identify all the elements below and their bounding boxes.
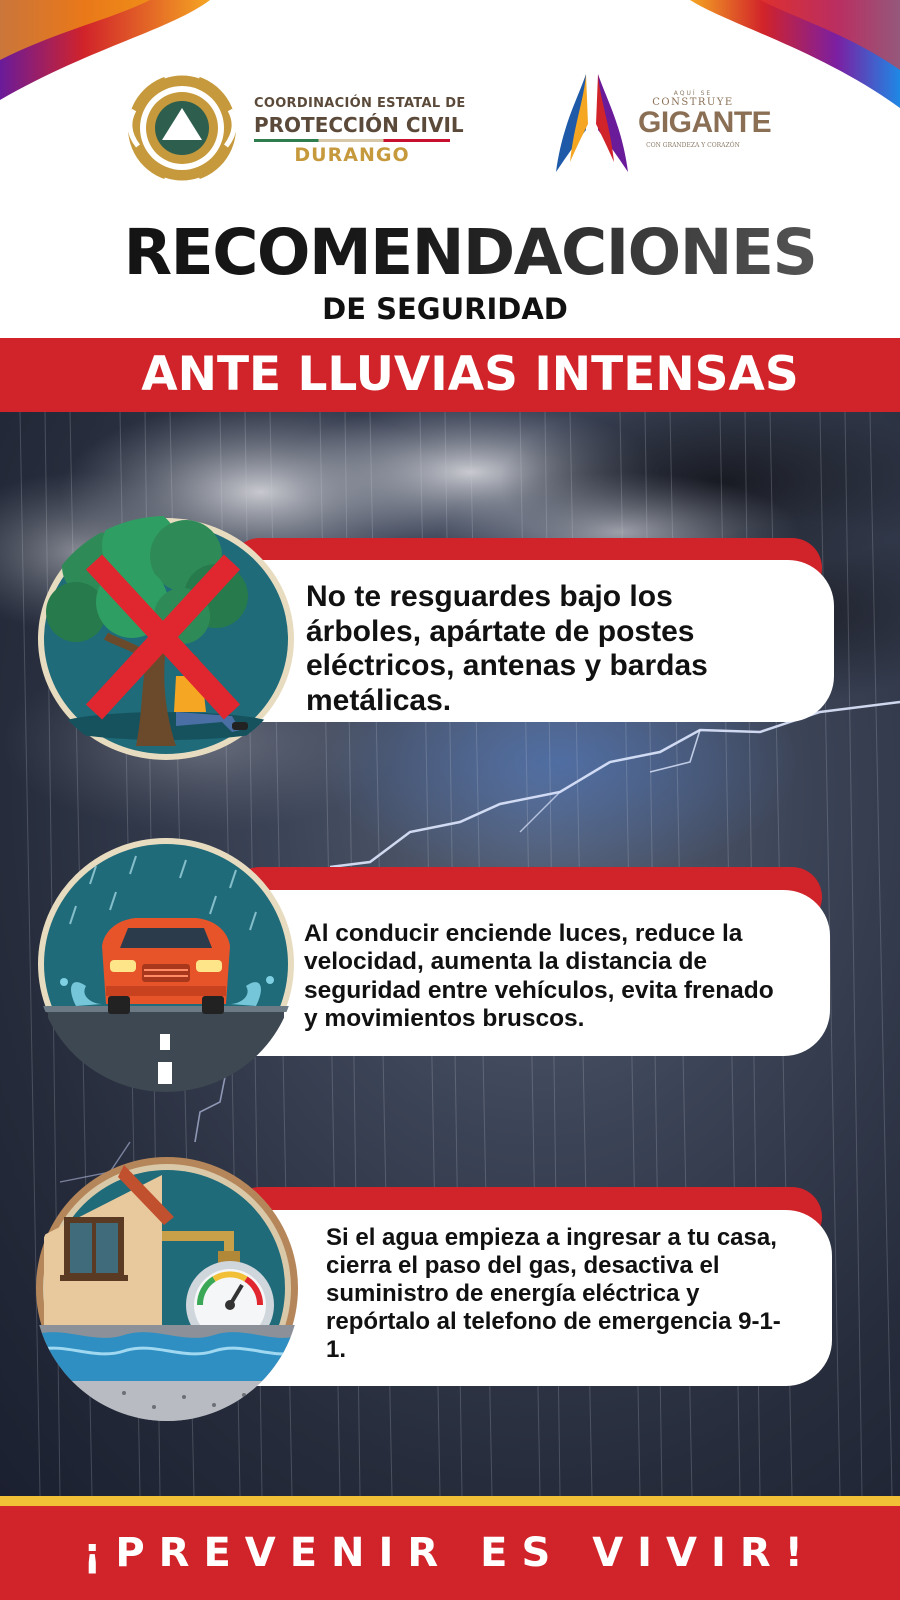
gobierno-logo <box>556 74 772 180</box>
recommendation-card-3 <box>0 412 900 1496</box>
page-subtitle <box>0 292 900 326</box>
header <box>0 0 900 338</box>
gov-tagline: CON GRANDEZA Y CORAZÓN <box>646 142 740 149</box>
proteccion-civil-emblem-icon <box>124 70 240 186</box>
title-banner-text: ANTE LLUVIAS INTENSAS <box>141 347 799 402</box>
footer-gold-stripe <box>0 1496 900 1506</box>
gigante-wordmark <box>638 90 772 149</box>
proteccion-civil-wordmark <box>254 96 474 166</box>
card-2-text: Al conducir enciende luces, reduce la velocidad, aumenta la distancia de seguridad entre vehículos, evita frenado y movimientos bruscos. <box>304 920 774 1033</box>
title-banner <box>0 338 900 412</box>
flame-emblem-icon <box>556 74 628 178</box>
flooded-house-gas-icon <box>34 1155 300 1421</box>
org-line3: DURANGO <box>294 144 410 166</box>
page-subtitle-text: DE SEGURIDAD <box>322 292 568 326</box>
org-line1: COORDINACIÓN ESTATAL DE <box>254 96 466 111</box>
org-line2: PROTECCIÓN CIVIL <box>254 113 464 137</box>
card-1-text: No te resguardes bajo los árboles, apártate de postes eléctricos, antenas y bardas metálicas. <box>306 580 708 717</box>
storm-background <box>0 412 900 1496</box>
gov-small: AQUÍ SE <box>673 90 713 97</box>
page-title: RECOMENDACIONES <box>0 218 900 288</box>
gov-big: GIGANTE <box>638 106 772 139</box>
card-3-illustration <box>34 1155 300 1421</box>
card-3-text: Si el agua empieza a ingresar a tu casa, cierra el paso del gas, desactiva el suministro de energía eléctrica y repórtalo al telefono de emergencia 9-1-1. <box>326 1224 781 1364</box>
gov-construye: CONSTRUYE <box>652 97 734 108</box>
footer-banner <box>0 1506 900 1600</box>
footer-slogan: ¡PREVENIR ES VIVIR! <box>83 1530 817 1576</box>
proteccion-civil-logo <box>124 70 464 186</box>
tricolor-rule <box>254 139 450 142</box>
